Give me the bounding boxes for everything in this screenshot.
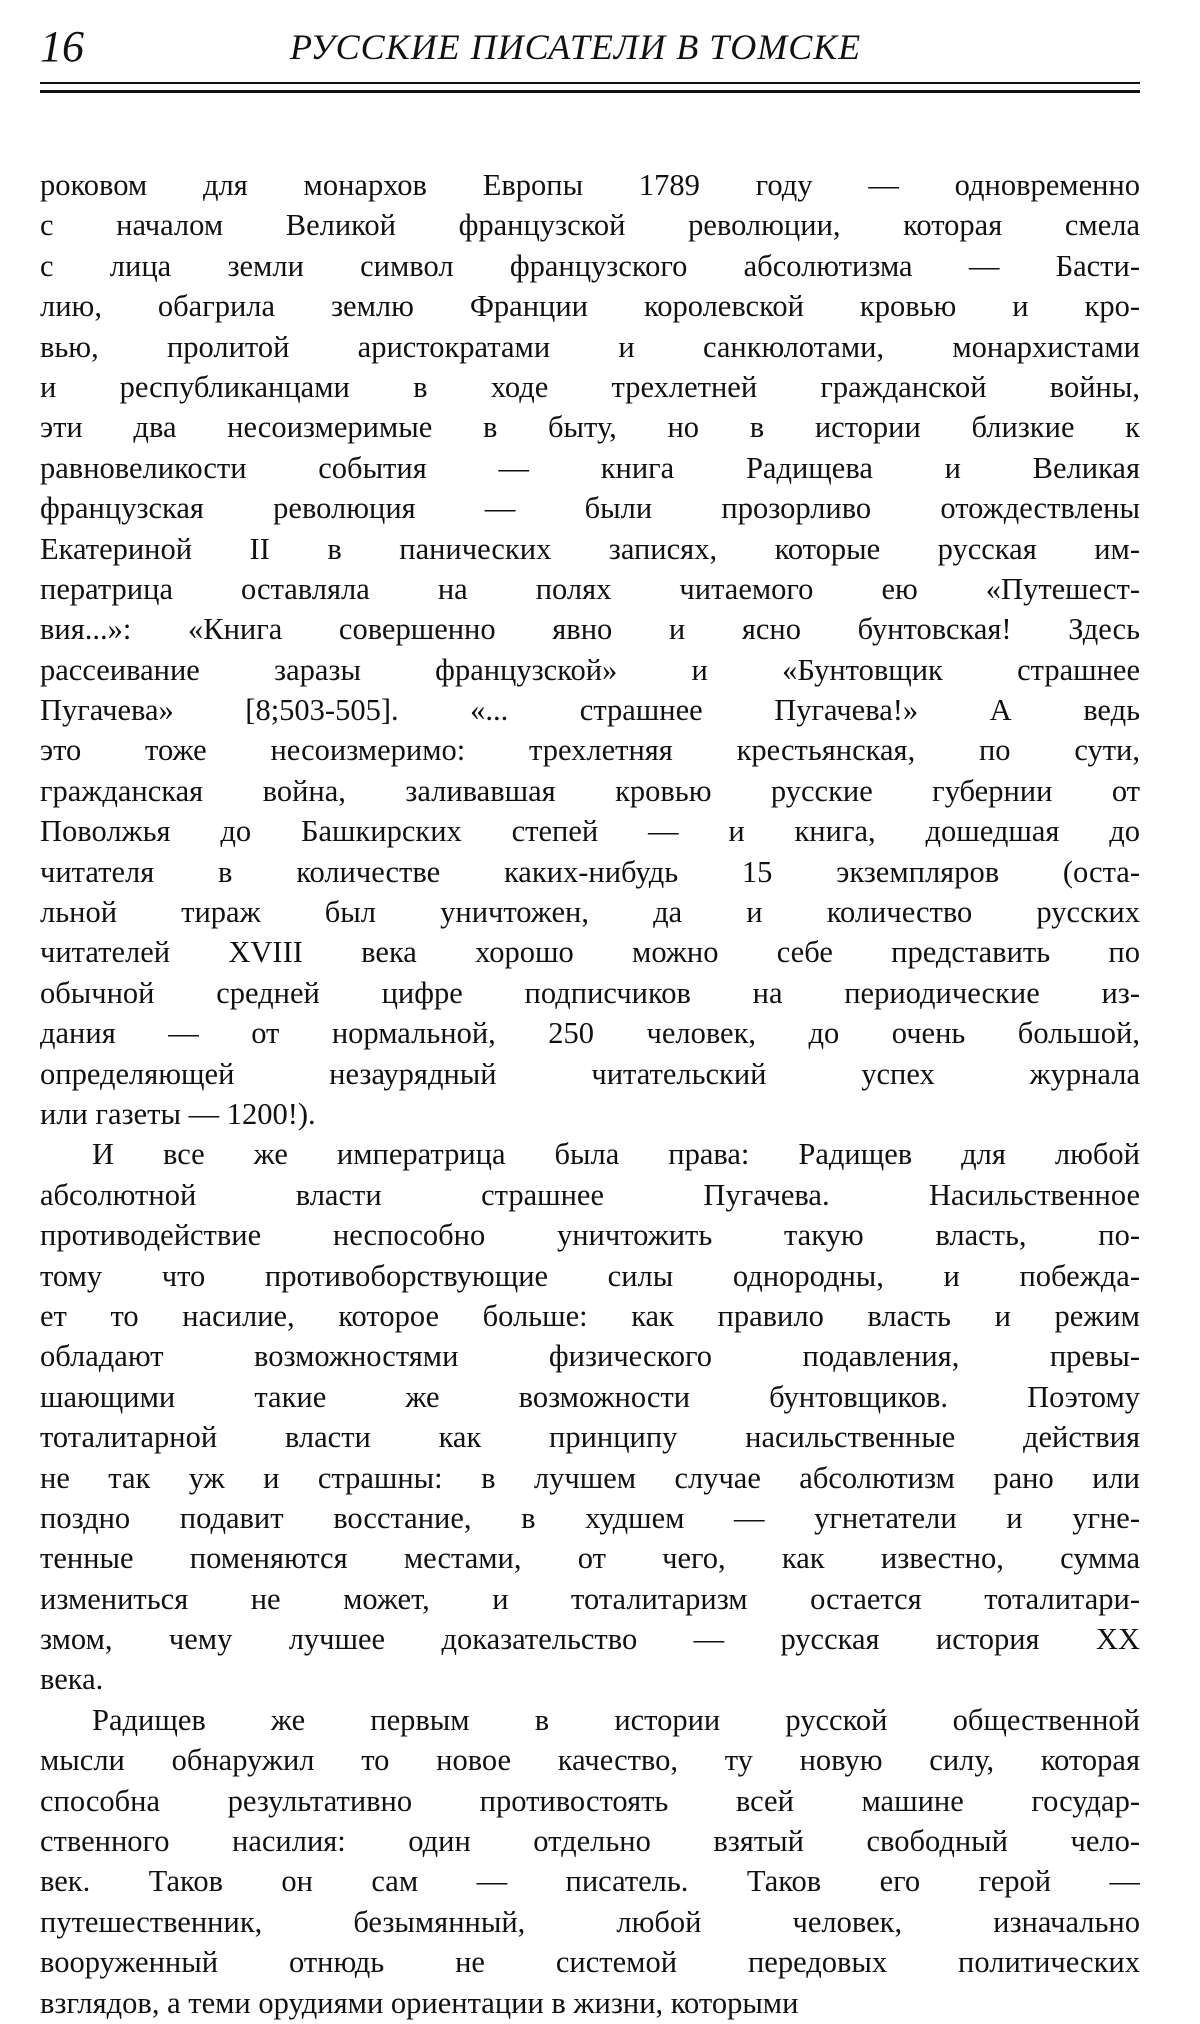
text-line: вью, пролитой аристократами и санкюлотами, монархистами	[40, 329, 1140, 364]
body-text	[40, 165, 1140, 2023]
running-title: РУССКИЕ ПИСАТЕЛИ В ТОМСКЕ	[290, 27, 862, 67]
text-line: противодействие неспособно уничтожить такую власть, по-	[40, 1218, 1140, 1253]
header-rule-top	[40, 82, 1140, 84]
text-line: ператрица оставляла на полях читаемого ею «Путешест-	[40, 571, 1140, 606]
text-line: обычной средней цифре подписчиков на периодические из-	[40, 975, 1140, 1010]
text-line: с лица земли символ французского абсолютизма — Басти-	[40, 248, 1140, 283]
text-line: Екатериной II в панических записях, которые русская им-	[40, 531, 1140, 566]
text-line: Пугачева» [8;503-505]. «... страшнее Пугачева!» А ведь	[40, 693, 1140, 728]
page-number: 16	[40, 22, 84, 71]
text-line: тому что противоборствующие силы однородны, и побежда-	[40, 1258, 1140, 1293]
paragraph	[40, 1134, 1140, 1699]
text-line: век. Таков он сам — писатель. Таков его герой —	[40, 1864, 1140, 1899]
text-line: поздно подавит восстание, в худшем — угнетатели и угне-	[40, 1500, 1140, 1535]
text-line: взглядов, а теми орудиями ориентации в жизни, которыми	[40, 1985, 799, 2020]
text-line: роковом для монархов Европы 1789 году — одновременно	[40, 168, 1140, 202]
text-line: дания — от нормальной, 250 человек, до очень большой,	[40, 1016, 1140, 1051]
text-line: с началом Великой французской революции, которая смела	[40, 208, 1140, 243]
text-line: лию, обагрила землю Франции королевской кровью и кро-	[40, 289, 1140, 324]
text-line: Поволжья до Башкирских степей — и книга, дошедшая до	[40, 814, 1140, 849]
text-line: шающими такие же возможности бунтовщиков. Поэтому	[40, 1379, 1140, 1414]
text-line: ственного насилия: один отдельно взятый свободный чело-	[40, 1824, 1140, 1859]
text-line: ет то насилие, которое больше: как правило власть и режим	[40, 1298, 1140, 1333]
text-line: вооруженный отнюдь не системой передовых политических	[40, 1945, 1140, 1980]
text-line: тенные поменяются местами, от чего, как известно, сумма	[40, 1541, 1140, 1576]
text-line: или газеты — 1200!).	[40, 1096, 316, 1131]
header-rule-bottom	[40, 90, 1140, 93]
text-line: французская революция — были прозорливо отождествлены	[40, 491, 1140, 526]
text-line: не так уж и страшны: в лучшем случае абсолютизм рано или	[40, 1460, 1140, 1495]
text-line: эти два несоизмеримые в быту, но в истории близкие к	[40, 410, 1140, 445]
text-line: вия...»: «Книга совершенно явно и ясно бунтовская! Здесь	[40, 612, 1140, 647]
text-line: И все же императрица была права: Радищев для любой	[92, 1137, 1140, 1172]
text-line: читателя в количестве каких-нибудь 15 экземпляров (оста-	[40, 854, 1140, 889]
text-line: читателей XVIII века хорошо можно себе представить по	[40, 935, 1140, 970]
text-line: обладают возможностями физического подавления, превы-	[40, 1339, 1140, 1374]
text-line: льной тираж был уничтожен, да и количество русских	[40, 895, 1140, 930]
text-line: путешественник, безымянный, любой человек, изначально	[40, 1904, 1140, 1939]
book-page	[40, 20, 1140, 2020]
text-line: равновеликости события — книга Радищева и Великая	[40, 450, 1140, 485]
text-line: гражданская война, заливавшая кровью русские губернии от	[40, 773, 1140, 808]
paragraph	[40, 165, 1140, 1134]
text-line: тоталитарной власти как принципу насильственные действия	[40, 1420, 1140, 1455]
page-header	[40, 20, 1140, 74]
text-line: определяющей незаурядный читательский успех журнала	[40, 1056, 1140, 1091]
text-line: века.	[40, 1662, 104, 1697]
text-line: это тоже несоизмеримо: трехлетняя крестьянская, по сути,	[40, 733, 1140, 768]
text-line: Радищев же первым в истории русской общественной	[92, 1702, 1140, 1737]
text-line: змом, чему лучшее доказательство — русская история XX	[40, 1622, 1140, 1657]
text-line: абсолютной власти страшнее Пугачева. Насильственное	[40, 1177, 1140, 1212]
text-line: рассеивание заразы французской» и «Бунтовщик страшнее	[40, 652, 1140, 687]
text-line: и республиканцами в ходе трехлетней гражданской войны,	[40, 369, 1140, 404]
text-line: способна результативно противостоять всей машине государ-	[40, 1783, 1140, 1818]
text-line: мысли обнаружил то новое качество, ту новую силу, которая	[40, 1743, 1140, 1778]
paragraph	[40, 1700, 1140, 2023]
text-line: измениться не может, и тоталитаризм остается тоталитари-	[40, 1581, 1140, 1616]
